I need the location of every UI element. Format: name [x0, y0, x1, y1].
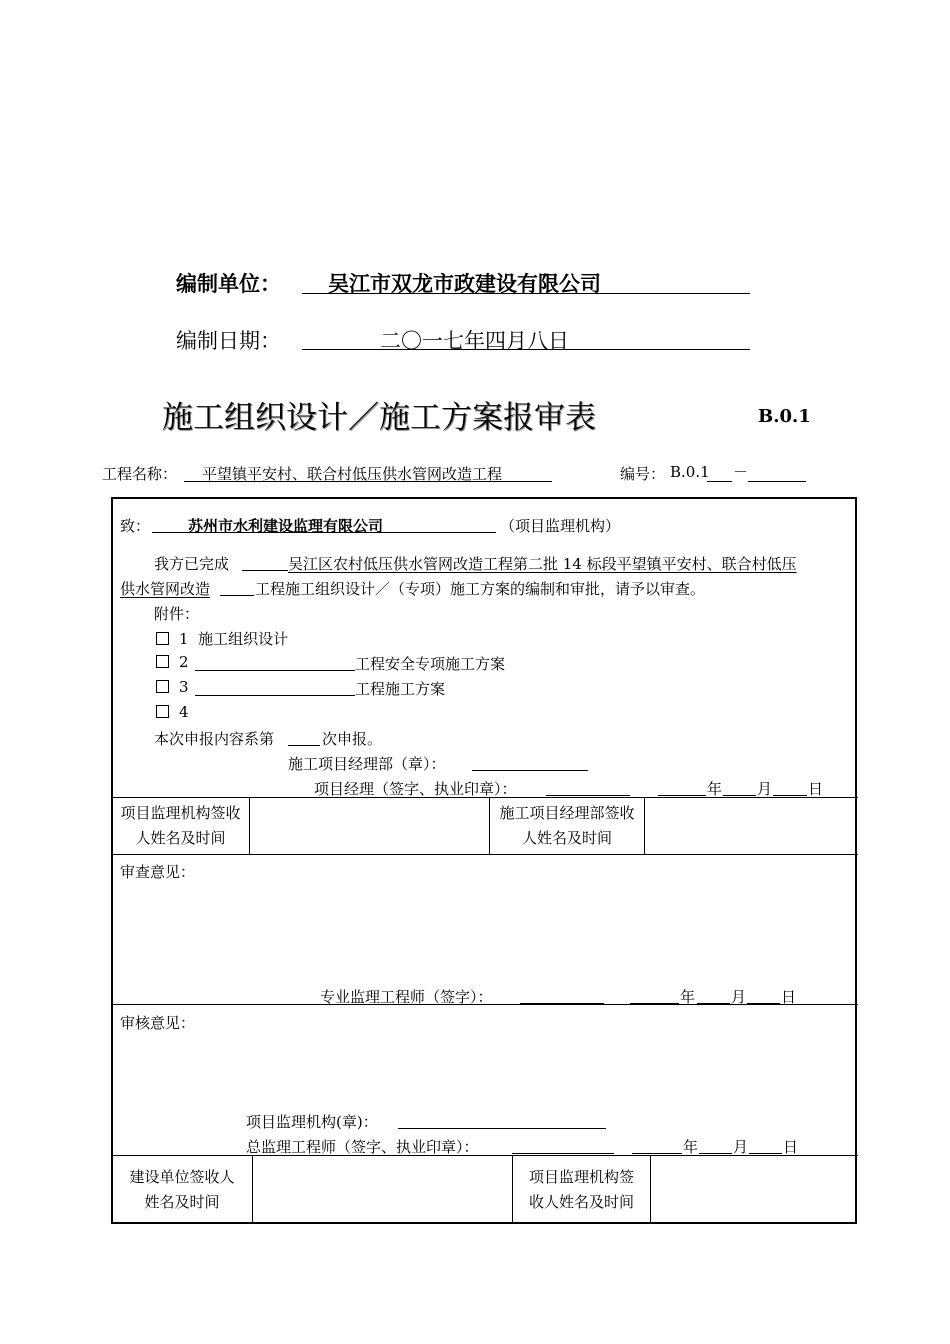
- review-day-blank[interactable]: [747, 1003, 780, 1004]
- unit-value: 吴江市双龙市政建设有限公司: [328, 272, 601, 296]
- owner-receipt-label: 建设单位签收人 姓名及时间: [129, 1168, 235, 1211]
- review-sign-blank[interactable]: [520, 1003, 604, 1004]
- to-underline: [152, 532, 496, 533]
- attachments-label: 附件：: [154, 605, 200, 623]
- review-year-label: 年: [680, 988, 696, 1006]
- attachment-item-2[interactable]: [156, 653, 189, 671]
- review-label: 审查意见：: [120, 863, 196, 881]
- number-underline-1: [707, 481, 732, 482]
- unit-label: 编制单位：: [176, 272, 281, 296]
- checkbox[interactable]: [156, 705, 169, 718]
- supervision-receipt-label-2: 项目监理机构签 收人姓名及时间: [528, 1168, 634, 1211]
- project-underline: [184, 481, 552, 482]
- audit-chief-sign-label: 总监理工程师（签字、执业印章）：: [246, 1138, 479, 1156]
- number-dash: －: [733, 463, 749, 481]
- audit-day-blank[interactable]: [749, 1153, 782, 1154]
- form-code: B.0.1: [758, 406, 811, 427]
- completed-underline-tail: [220, 595, 254, 596]
- manager-sign-blank[interactable]: [546, 795, 630, 796]
- checkbox[interactable]: [156, 655, 169, 668]
- audit-label: 审核意见：: [120, 1014, 196, 1032]
- number-value: B.0.1: [670, 463, 710, 481]
- row-divider-2: [111, 854, 858, 855]
- attachment-num: 3: [179, 678, 189, 696]
- audit-year-label: 年: [683, 1138, 699, 1156]
- attachment-num: 4: [179, 703, 189, 721]
- date-value: 二〇一七年四月八日: [380, 329, 569, 353]
- unit-underline: [302, 293, 750, 294]
- attachment-num: 2: [179, 653, 189, 671]
- audit-sign-blank[interactable]: [512, 1153, 614, 1154]
- audit-year-blank[interactable]: [632, 1153, 682, 1154]
- manager-month-blank[interactable]: [723, 795, 756, 796]
- completed-suffix: 工程施工组织设计／（专项）施工方案的编制和审批，请予以审查。: [255, 580, 706, 598]
- form-table: [111, 497, 857, 1224]
- review-day-label: 日: [781, 988, 797, 1006]
- audit-org-seal-blank[interactable]: [398, 1128, 606, 1129]
- attachment-text: 施工组织设计: [198, 630, 289, 648]
- to-label: 致：: [120, 517, 151, 535]
- submission-suffix: 次申报。: [322, 730, 383, 748]
- attachment-item-1[interactable]: [156, 628, 288, 649]
- audit-month-label: 月: [733, 1138, 749, 1156]
- review-month-blank[interactable]: [697, 1003, 730, 1004]
- contractor-receipt-label: 施工项目经理部签收 人姓名及时间: [499, 804, 635, 847]
- attachment-2-text: 工程安全专项施工方案: [355, 655, 506, 673]
- form-title: 施工组织设计／施工方案报审表: [162, 400, 596, 436]
- manager-day-label: 日: [808, 780, 824, 798]
- manager-year-blank[interactable]: [658, 795, 706, 796]
- review-month-label: 月: [731, 988, 747, 1006]
- attachment-item-4[interactable]: [156, 703, 189, 721]
- attachment-item-3[interactable]: [156, 678, 189, 696]
- attachment-3-blank[interactable]: [195, 695, 355, 696]
- attachment-2-blank[interactable]: [195, 670, 355, 671]
- audit-day-label: 日: [783, 1138, 799, 1156]
- completed-prefix: 我方已完成: [154, 555, 230, 573]
- review-engineer-label: 专业监理工程师（签字）：: [320, 988, 493, 1006]
- attachment-3-text: 工程施工方案: [355, 680, 446, 698]
- to-suffix: （项目监理机构）: [500, 517, 621, 535]
- date-label: 编制日期：: [176, 329, 281, 353]
- completed-underline-lead: [242, 570, 288, 571]
- submission-count-blank[interactable]: [288, 745, 320, 746]
- completed-line-2: 供水管网改造: [120, 580, 211, 598]
- to-value: 苏州市水利建设监理有限公司: [188, 517, 384, 535]
- supervision-receipt-label: 项目监理机构签收 人姓名及时间: [120, 804, 241, 847]
- project-value: 平望镇平安村、联合村低压供水管网改造工程: [202, 465, 503, 483]
- col-divider-r1-c: [644, 797, 645, 854]
- completed-line-1: 吴江区农村低压供水管网改造工程第二批 14 标段平望镇平安村、联合村低压: [288, 555, 797, 573]
- review-year-blank[interactable]: [630, 1003, 679, 1004]
- col-divider-r2-a: [252, 1155, 253, 1224]
- manager-sign-label: 项目经理（签字、执业印章）：: [314, 780, 517, 798]
- manager-month-label: 月: [757, 780, 773, 798]
- number-label: 编号：: [620, 465, 666, 483]
- manager-day-blank[interactable]: [773, 795, 807, 796]
- number-underline-2: [748, 481, 806, 482]
- manager-year-label: 年: [707, 780, 723, 798]
- audit-org-seal-label: 项目监理机构(章)：: [246, 1113, 378, 1131]
- date-underline: [302, 349, 750, 350]
- audit-month-blank[interactable]: [699, 1153, 732, 1154]
- attachment-num: 1: [179, 630, 189, 648]
- col-divider-r1-a: [249, 797, 250, 854]
- dept-seal-label: 施工项目经理部（章）：: [288, 755, 446, 773]
- checkbox[interactable]: [156, 632, 169, 645]
- project-label: 工程名称：: [102, 465, 178, 483]
- submission-prefix: 本次申报内容系第: [154, 730, 275, 748]
- dept-seal-blank[interactable]: [472, 770, 588, 771]
- col-divider-r2-c: [650, 1155, 651, 1224]
- checkbox[interactable]: [156, 680, 169, 693]
